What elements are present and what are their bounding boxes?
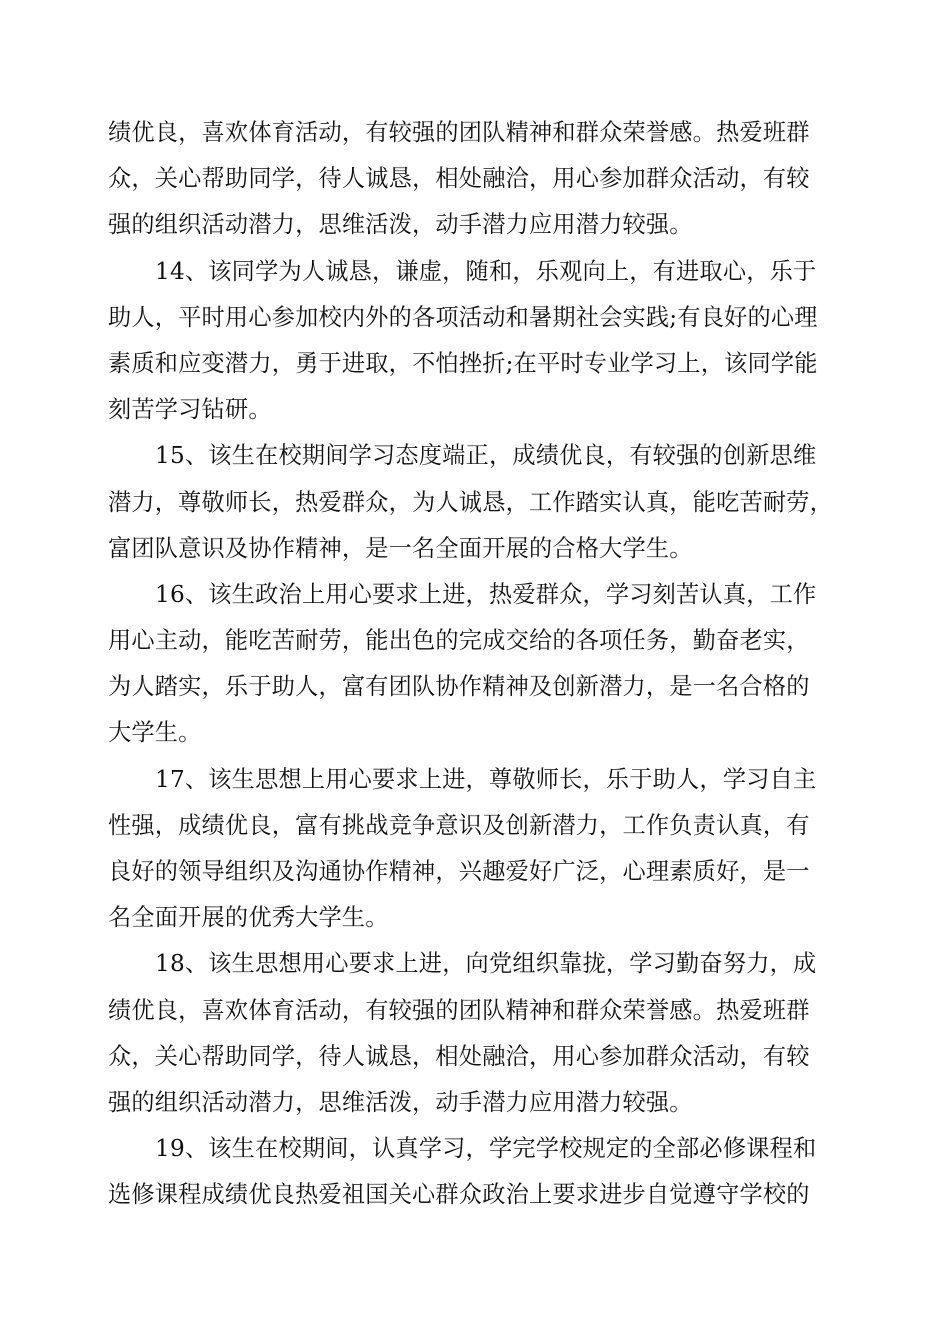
- text-line: 潜力，尊敬师长，热爱群众，为人诚恳，工作踏实认真，能吃苦耐劳，: [108, 488, 834, 516]
- text-line: 名全面开展的优秀大学生。: [108, 904, 389, 932]
- text-line: 为人踏实，乐于助人，富有团队协作精神及创新潜力，是一名合格的: [108, 673, 810, 701]
- text-line: 众，关心帮助同学，待人诚恳，相处融洽，用心参加群众活动，有较: [108, 1042, 810, 1070]
- text-line: 用心主动，能吃苦耐劳，能出色的完成交给的各项任务，勤奋老实，: [108, 627, 810, 655]
- text-line: 15、该生在校期间学习态度端正，成绩优良，有较强的创新思维: [155, 442, 817, 470]
- text-line: 大学生。: [108, 719, 202, 747]
- document-body: [108, 110, 838, 1219]
- text-line: 素质和应变潜力，勇于进取，不怕挫折;在平时专业学习上，该同学能: [108, 349, 818, 377]
- text-line: 富团队意识及协作精神，是一名全面开展的合格大学生。: [108, 534, 693, 562]
- text-line: 刻苦学习钻研。: [108, 396, 272, 424]
- text-line: 强的组织活动潜力，思维活泼，动手潜力应用潜力较强。: [108, 1088, 693, 1116]
- text-line: 绩优良，喜欢体育活动，有较强的团队精神和群众荣誉感。热爱班群: [108, 996, 810, 1024]
- text-line: 助人，平时用心参加校内外的各项活动和暑期社会实践;有良好的心理: [108, 303, 818, 331]
- text-line: 19、该生在校期间，认真学习，学完学校规定的全部必修课程和: [155, 1135, 817, 1163]
- text-line: 14、该同学为人诚恳，谦虚，随和，乐观向上，有进取心，乐于: [155, 257, 817, 285]
- text-line: 17、该生思想上用心要求上进，尊敬师长，乐于助人，学习自主: [155, 765, 817, 793]
- text-line: 性强，成绩优良，富有挑战竞争意识及创新潜力，工作负责认真，有: [108, 811, 810, 839]
- text-line: 18、该生思想用心要求上进，向党组织靠拢，学习勤奋努力，成: [155, 950, 817, 978]
- text-line: 16、该生政治上用心要求上进，热爱群众，学习刻苦认真，工作: [155, 580, 817, 608]
- text-line: 选修课程成绩优良热爱祖国关心群众政治上要求进步自觉遵守学校的: [108, 1181, 810, 1209]
- text-line: 绩优良，喜欢体育活动，有较强的团队精神和群众荣誉感。热爱班群: [108, 119, 810, 146]
- text-line: 强的组织活动潜力，思维活泼，动手潜力应用潜力较强。: [108, 211, 693, 239]
- text-line: 众，关心帮助同学，待人诚恳，相处融洽，用心参加群众活动，有较: [108, 165, 810, 193]
- text-line: 良好的领导组织及沟通协作精神，兴趣爱好广泛，心理素质好，是一: [108, 858, 810, 885]
